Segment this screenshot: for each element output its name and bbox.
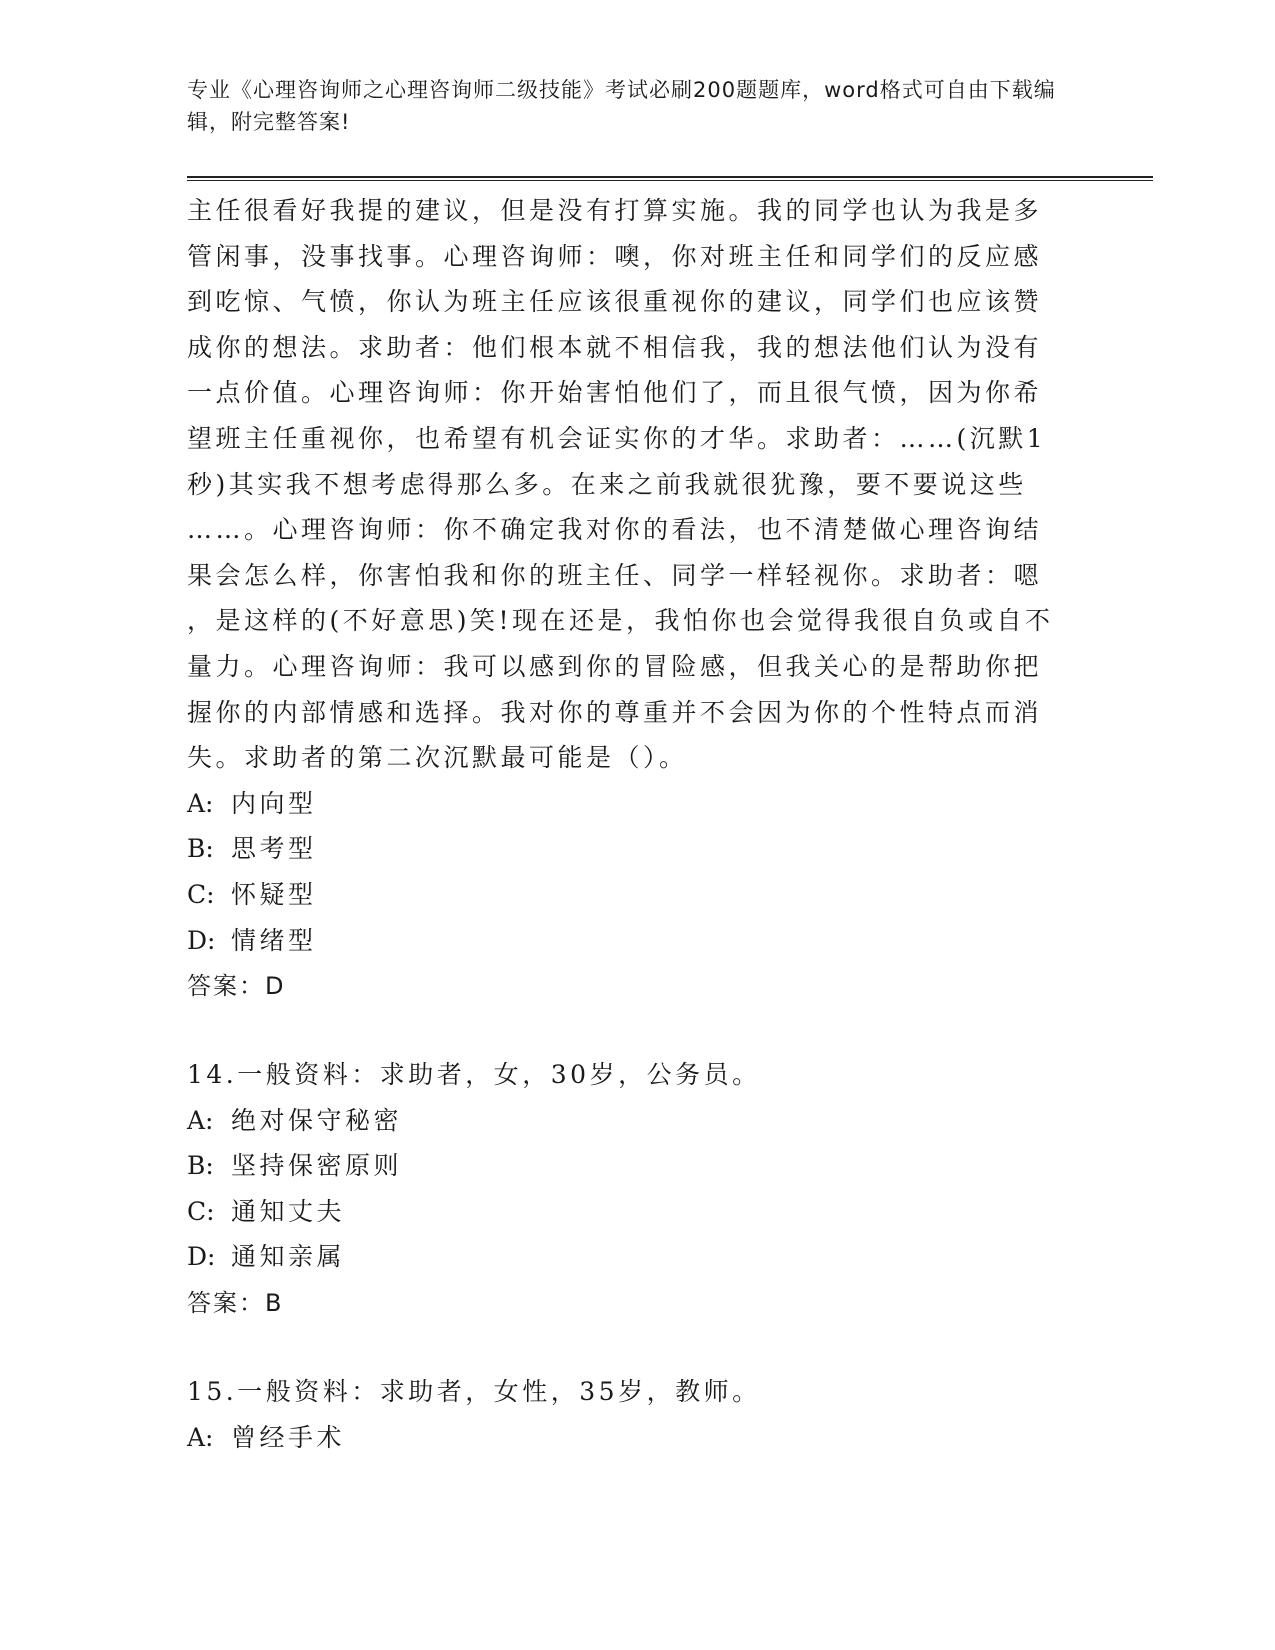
option-text: 坚持保密原则	[231, 1151, 403, 1181]
document-header	[187, 74, 1067, 138]
passage-line: 握你的内部情感和选择。我对你的尊重并不会因为你的个性特点而消	[187, 697, 1043, 727]
passage-line: 失。求助者的第二次沉默最可能是（）。	[187, 743, 688, 773]
q13-passage	[187, 188, 1087, 781]
q14-stem: 14.一般资料：求助者，女，30岁，公务员。	[187, 1060, 761, 1090]
passage-line: ……。心理咨询师：你不确定我对你的看法，也不清楚做心理咨询结	[187, 515, 1043, 545]
passage-line: 管闲事，没事找事。心理咨询师：噢，你对班主任和同学们的反应感	[187, 241, 1043, 271]
option-text: 内向型	[231, 788, 317, 818]
option-text: 怀疑型	[231, 879, 317, 909]
option-letter: C:	[187, 879, 215, 909]
option-text: 曾经手术	[231, 1422, 346, 1452]
q13-answer: 答案：D	[187, 972, 286, 1001]
option-text: 情绪型	[231, 925, 317, 955]
passage-line: 望班主任重视你，也希望有机会证实你的才华。求助者：……(沉默1	[187, 423, 1047, 453]
q13-option-d	[187, 918, 1087, 964]
q15-option-a	[187, 1415, 1087, 1461]
option-text: 绝对保守秘密	[231, 1105, 403, 1135]
header-title: 专业《心理咨询师之心理咨询师二级技能》考试必刷200题题库，word格式可自由下载编辑，附完整答案!	[187, 78, 1056, 134]
option-letter: A:	[187, 788, 214, 818]
option-letter: A:	[187, 1422, 214, 1452]
q13-option-c	[187, 872, 1087, 918]
option-text: 通知亲属	[231, 1242, 346, 1272]
document-body	[187, 188, 1087, 1460]
q14-answer: 答案：B	[187, 1289, 284, 1318]
spacer	[187, 1009, 1087, 1052]
passage-line: 主任很看好我提的建议，但是没有打算实施。我的同学也认为我是多	[187, 196, 1043, 225]
q14-option-d	[187, 1234, 1087, 1280]
passage-line: 到吃惊、气愤，你认为班主任应该很重视你的建议，同学们也应该赞	[187, 287, 1043, 317]
option-letter: B:	[187, 834, 214, 864]
option-letter: B:	[187, 1151, 214, 1181]
q14-option-b	[187, 1143, 1087, 1189]
passage-line: 秒)其实我不想考虑得那么多。在来之前我就很犹豫，要不要说这些	[187, 469, 1027, 499]
spacer	[187, 1326, 1087, 1369]
passage-line: 量力。心理咨询师：我可以感到你的冒险感，但我关心的是帮助你把	[187, 651, 1043, 681]
passage-line: 一点价值。心理咨询师：你开始害怕他们了，而且很气愤，因为你希	[187, 378, 1043, 408]
option-letter: A:	[187, 1105, 214, 1135]
q15-stem: 15.一般资料：求助者，女性，35岁，教师。	[187, 1377, 761, 1407]
q14-option-c	[187, 1189, 1087, 1235]
q13-option-b	[187, 826, 1087, 872]
passage-line: 成你的想法。求助者：他们根本就不相信我，我的想法他们认为没有	[187, 332, 1043, 362]
option-letter: D:	[187, 1242, 216, 1272]
passage-line: 果会怎么样，你害怕我和你的班主任、同学一样轻视你。求助者：嗯	[187, 560, 1043, 590]
option-text: 思考型	[231, 834, 317, 864]
q14-option-a	[187, 1098, 1087, 1144]
option-letter: C:	[187, 1196, 215, 1226]
passage-line: ，是这样的(不好意思)笑!现在还是，我怕你也会觉得我很自负或自不	[187, 606, 1054, 636]
option-text: 通知丈夫	[231, 1196, 346, 1226]
option-letter: D:	[187, 925, 216, 955]
header-divider	[187, 176, 1153, 181]
q13-option-a	[187, 781, 1087, 827]
